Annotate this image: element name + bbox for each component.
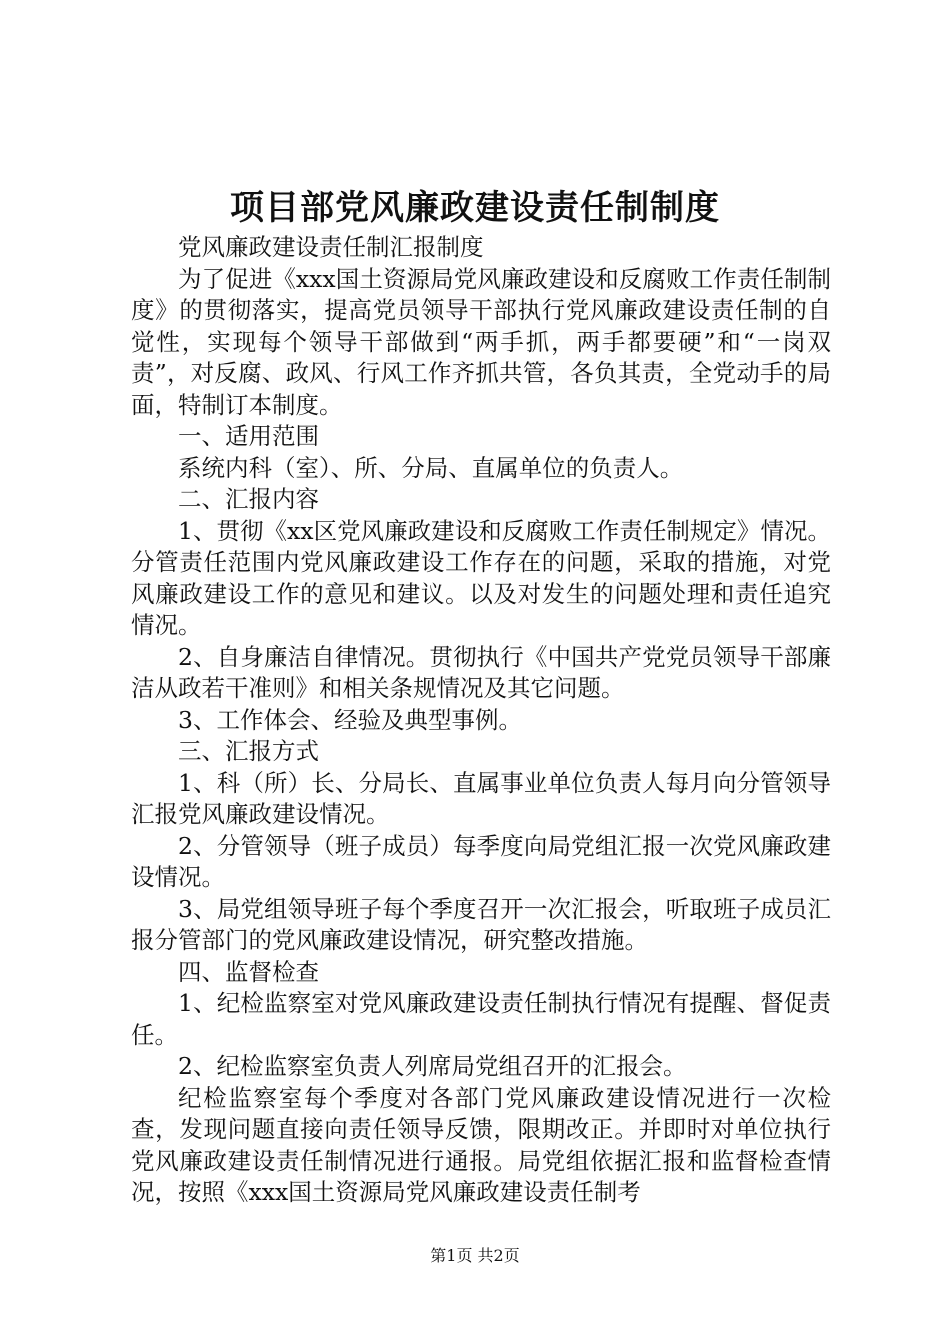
- paragraph-intro: 为了促进《xxx国土资源局党风廉政建设和反腐败工作责任制制度》的贯彻落实，提高党员领导干部执行党风廉政建设责任制的自觉性，实现每个领导干部做到“两手抓，两手都要硬”和“一岗双责”，对反腐、政风、行风工作齐抓共管，各负其责，全党动手的局面，特制订本制度。: [131, 264, 831, 419]
- page-footer: 第1页 共2页: [430, 1246, 520, 1265]
- paragraph-content-2: 2、自身廉洁自律情况。贯彻执行《中国共产党党员领导干部廉洁从政若干准则》和相关条规情况及其它问题。: [131, 642, 831, 702]
- paragraph-supervision-1: 1、纪检监察室对党风廉政建设责任制执行情况有提醒、督促责任。: [131, 989, 831, 1049]
- paragraph-supervision-3: 纪检监察室每个季度对各部门党风廉政建设情况进行一次检查，发现问题直接向责任领导反馈，限期改正。并即时对单位执行党风廉政建设责任制情况进行通报。局党组依据汇报和监督检查情况，按照《xxx国土资源局党风廉政建设责任制考: [131, 1083, 831, 1206]
- paragraph-method-3: 3、局党组领导班子每个季度召开一次汇报会，听取班子成员汇报分管部门的党风廉政建设情况，研究整改措施。: [131, 894, 831, 954]
- section-heading-content: 二、汇报内容: [178, 485, 319, 513]
- document-body: [131, 232, 831, 1209]
- section-heading-supervision: 四、监督检查: [178, 957, 319, 986]
- document-title: 项目部党风廉政建设责任制制度: [230, 188, 720, 228]
- paragraph-content-1: 1、贯彻《xx区党风廉政建设和反腐败工作责任制规定》情况。分管责任范围内党风廉政建设工作存在的问题，采取的措施，对党风廉政建设工作的意见和建议。以及对发生的问题处理和责任追究情况。: [131, 516, 831, 639]
- paragraph-method-1: 1、科（所）长、分局长、直属事业单位负责人每月向分管领导汇报党风廉政建设情况。: [131, 768, 831, 828]
- paragraph-scope: 系统内科（室）、所、分局、直属单位的负责人。: [178, 453, 684, 482]
- paragraph-supervision-2: 2、纪检监察室负责人列席局党组召开的汇报会。: [178, 1052, 687, 1080]
- section-heading-scope: 一、适用范围: [178, 422, 319, 450]
- paragraph-method-2: 2、分管领导（班子成员）每季度向局党组汇报一次党风廉政建设情况。: [131, 831, 831, 891]
- paragraph-subtitle: 党风廉政建设责任制汇报制度: [178, 233, 484, 261]
- paragraph-content-3: 3、工作体会、经验及典型事例。: [178, 705, 522, 734]
- section-heading-method: 三、汇报方式: [178, 737, 319, 765]
